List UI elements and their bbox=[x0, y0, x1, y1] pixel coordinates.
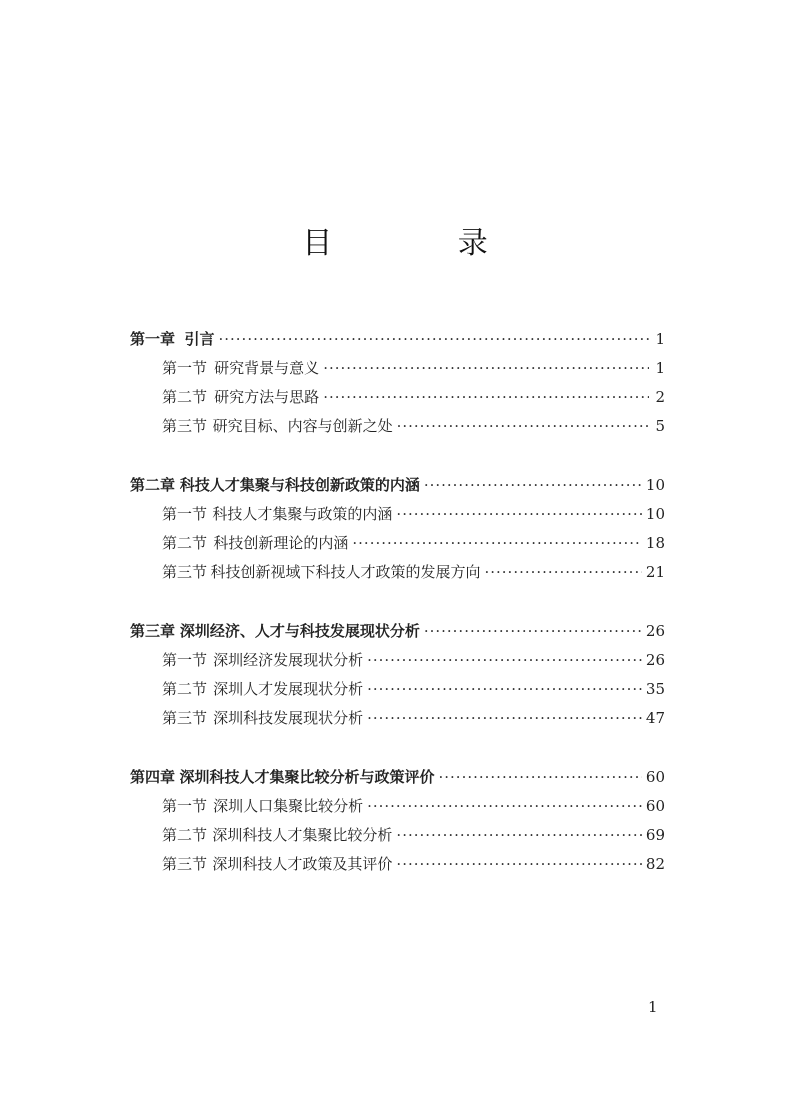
toc-chapter-entry[interactable] bbox=[130, 763, 665, 792]
section-label: 第三节 bbox=[162, 417, 208, 435]
leader-dots bbox=[367, 704, 642, 733]
chapter-label: 第四章 bbox=[130, 768, 176, 786]
toc-section-entry[interactable] bbox=[130, 792, 665, 821]
section-page: 47 bbox=[645, 709, 665, 727]
leader-dots bbox=[396, 500, 641, 529]
section-name: 研究目标、内容与创新之处 bbox=[212, 417, 393, 435]
section-page: 69 bbox=[645, 826, 665, 844]
section-label: 第一节 bbox=[162, 359, 208, 377]
section-page: 10 bbox=[645, 505, 665, 523]
toc-chapter-1 bbox=[130, 325, 665, 441]
leader-dots bbox=[396, 821, 641, 850]
section-name: 研究方法与思路 bbox=[214, 388, 320, 406]
section-page: 60 bbox=[645, 797, 665, 815]
section-page: 35 bbox=[645, 680, 665, 698]
toc-chapter-4 bbox=[130, 763, 665, 879]
chapter-label: 第三章 bbox=[130, 622, 176, 640]
chapter-label: 第二章 bbox=[130, 476, 176, 494]
section-label: 第三节 bbox=[162, 709, 208, 727]
section-name: 科技创新理论的内涵 bbox=[213, 534, 349, 552]
page-number: 1 bbox=[648, 998, 658, 1016]
chapter-page: 10 bbox=[645, 476, 665, 494]
section-page: 5 bbox=[655, 417, 665, 435]
section-name: 深圳人口集聚比较分析 bbox=[213, 797, 364, 815]
section-page: 2 bbox=[655, 388, 665, 406]
toc-section-entry[interactable] bbox=[130, 821, 665, 850]
leader-dots bbox=[396, 850, 641, 879]
section-label: 第一节 bbox=[162, 797, 208, 815]
section-name: 深圳科技人才政策及其评价 bbox=[212, 855, 393, 873]
leader-dots bbox=[218, 325, 649, 354]
section-label: 第二节 bbox=[162, 680, 208, 698]
leader-dots bbox=[323, 383, 649, 412]
section-label: 第三节 bbox=[162, 563, 208, 581]
section-label: 第二节 bbox=[162, 388, 208, 406]
chapter-name: 引言 bbox=[184, 330, 215, 348]
chapter-page: 26 bbox=[645, 622, 665, 640]
section-name: 深圳人才发展现状分析 bbox=[213, 680, 364, 698]
leader-dots bbox=[367, 675, 642, 704]
section-label: 第二节 bbox=[162, 826, 208, 844]
toc-section-entry[interactable] bbox=[130, 704, 665, 733]
leader-dots bbox=[484, 558, 641, 587]
section-page: 21 bbox=[645, 563, 665, 581]
section-page: 18 bbox=[645, 534, 665, 552]
chapter-label: 第一章 bbox=[130, 330, 176, 348]
chapter-page: 1 bbox=[655, 330, 665, 348]
toc-chapter-entry[interactable] bbox=[130, 471, 665, 500]
toc-section-entry[interactable] bbox=[130, 675, 665, 704]
toc-section-entry[interactable] bbox=[130, 850, 665, 879]
leader-dots bbox=[323, 354, 649, 383]
section-name: 科技人才集聚与政策的内涵 bbox=[212, 505, 393, 523]
toc-chapter-3 bbox=[130, 617, 665, 733]
leader-dots bbox=[424, 617, 642, 646]
leader-dots bbox=[352, 529, 642, 558]
section-label: 第一节 bbox=[162, 651, 208, 669]
toc-section-entry[interactable] bbox=[130, 383, 665, 412]
chapter-name: 深圳科技人才集聚比较分析与政策评价 bbox=[179, 768, 435, 786]
section-label: 第三节 bbox=[162, 855, 208, 873]
section-page: 26 bbox=[645, 651, 665, 669]
leader-dots bbox=[367, 792, 642, 821]
section-label: 第一节 bbox=[162, 505, 208, 523]
leader-dots bbox=[439, 763, 642, 792]
toc-title: 目 录 bbox=[302, 226, 546, 261]
section-label: 第二节 bbox=[162, 534, 208, 552]
toc-section-entry[interactable] bbox=[130, 412, 665, 441]
leader-dots bbox=[397, 412, 649, 441]
section-name: 深圳经济发展现状分析 bbox=[213, 651, 364, 669]
leader-dots bbox=[424, 471, 642, 500]
toc-chapter-2 bbox=[130, 471, 665, 587]
toc-chapter-entry[interactable] bbox=[130, 617, 665, 646]
section-name: 深圳科技发展现状分析 bbox=[213, 709, 364, 727]
chapter-name: 深圳经济、人才与科技发展现状分析 bbox=[179, 622, 420, 640]
toc-section-entry[interactable] bbox=[130, 646, 665, 675]
chapter-name: 科技人才集聚与科技创新政策的内涵 bbox=[179, 476, 420, 494]
toc-section-entry[interactable] bbox=[130, 354, 665, 383]
chapter-page: 60 bbox=[645, 768, 665, 786]
section-page: 1 bbox=[655, 359, 665, 377]
toc-section-entry[interactable] bbox=[130, 529, 665, 558]
toc-section-entry[interactable] bbox=[130, 558, 665, 587]
toc-section-entry[interactable] bbox=[130, 500, 665, 529]
leader-dots bbox=[367, 646, 642, 675]
section-name: 科技创新视域下科技人才政策的发展方向 bbox=[210, 563, 481, 581]
toc-chapter-entry[interactable] bbox=[130, 325, 665, 354]
section-name: 研究背景与意义 bbox=[214, 359, 320, 377]
section-page: 82 bbox=[645, 855, 665, 873]
section-name: 深圳科技人才集聚比较分析 bbox=[212, 826, 393, 844]
